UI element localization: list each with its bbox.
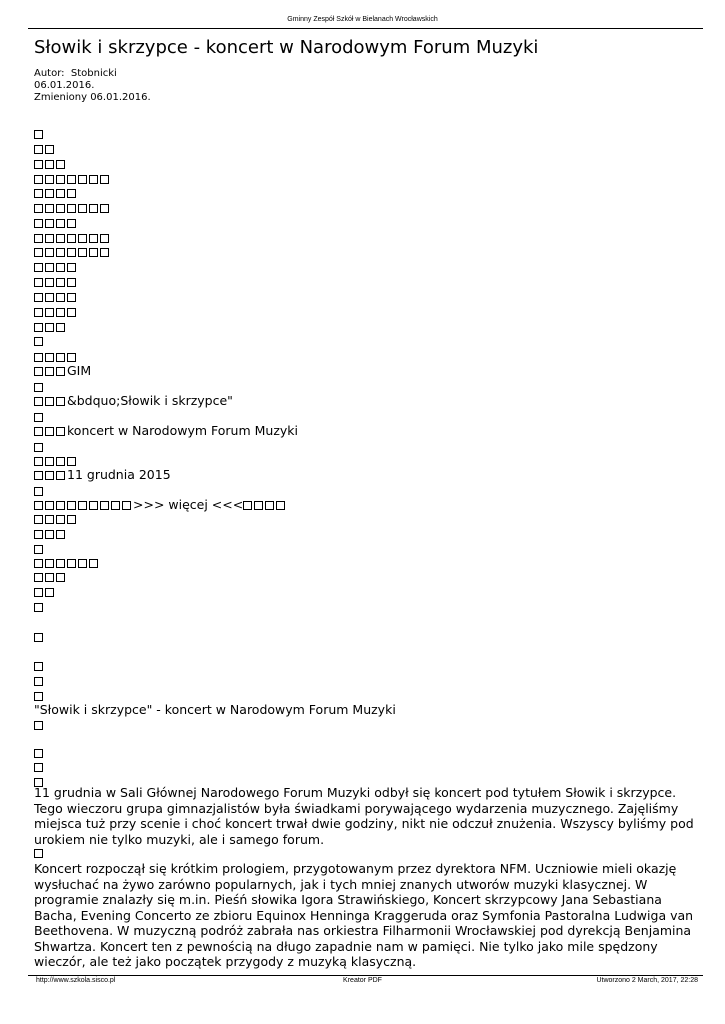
content-line [34,702,396,717]
missing-glyph-box [100,175,109,184]
content-line [34,333,45,348]
missing-glyph-box [89,234,98,243]
content-line [34,759,45,774]
missing-glyph-box [34,383,43,392]
content-line [34,555,100,570]
content-line [34,569,67,584]
content-line [34,319,67,334]
missing-glyph-box [34,487,43,496]
missing-glyph-box [67,353,76,362]
missing-glyph-box [34,293,43,302]
missing-glyph-box [67,278,76,287]
content-line [34,393,233,408]
missing-glyph-box [34,278,43,287]
missing-glyph-box [56,501,65,510]
missing-glyph-box [56,293,65,302]
missing-glyph-box [34,337,43,346]
content-line [34,171,111,186]
missing-glyph-box [45,457,54,466]
missing-glyph-box [34,248,43,257]
missing-glyph-box [34,160,43,169]
missing-glyph-box [56,457,65,466]
content-line [34,423,298,438]
missing-glyph-box [34,175,43,184]
missing-glyph-box [34,603,43,612]
published-date: 06.01.2016. [34,80,95,91]
missing-glyph-box [45,189,54,198]
author-line: Autor: Stobnicki [34,68,117,79]
missing-glyph-box [56,573,65,582]
missing-glyph-box [34,457,43,466]
missing-glyph-box [45,471,54,480]
content-line [34,409,45,424]
missing-glyph-box [34,677,43,686]
missing-glyph-box [34,443,43,452]
missing-glyph-box [34,515,43,524]
content-line [34,274,78,289]
missing-glyph-box [78,175,87,184]
modified-date: Zmieniony 06.01.2016. [34,92,151,103]
missing-glyph-box [67,501,76,510]
missing-glyph-box [45,367,54,376]
missing-glyph-box [45,204,54,213]
content-line [34,658,45,673]
paragraph-separator [34,845,45,860]
article-meta [34,68,151,104]
content-line [34,141,56,156]
missing-glyph-box [56,427,65,436]
missing-glyph-box [45,160,54,169]
missing-glyph-box [45,573,54,582]
missing-glyph-box [78,501,87,510]
missing-glyph-box [34,353,43,362]
missing-glyph-box [45,293,54,302]
content-line [34,200,111,215]
missing-glyph-box [34,749,43,758]
missing-glyph-box [56,263,65,272]
missing-glyph-box [56,175,65,184]
footer-created: Utworzono 2 March, 2017, 22:28 [596,977,698,984]
missing-glyph-box [45,353,54,362]
missing-glyph-box [45,323,54,332]
missing-glyph-box [265,501,274,510]
missing-glyph-box [34,849,43,858]
missing-glyph-box [45,175,54,184]
missing-glyph-box [34,471,43,480]
missing-glyph-box [56,234,65,243]
content-line [34,511,78,526]
missing-glyph-box [34,662,43,671]
paragraph-2: Koncert rozpoczął się krótkim prologiem, przygotowanym przez dyrektora NFM. Uczniowie mieli okazję wysłuchać na żywo zarówno popularnych, jak i tych mniej znanych utworów muzyki klasycznej. W programie znalazły się m.in. Pieśń słowika Igora Strawińskiego, Koncert skrzypcowy Jana Sebastiana Bacha, Evening Concerto ze zbioru Equinox Henninga Kraggeruda oraz Symfonia Pastoralna Ludwiga van Beethovena. W muzyczną podróż zabrała nas orkiestra Filharmonii Wrocławskiej pod dyrekcją Benjamina Shwartza. Koncert ten z pewnością na długo zapadnie nam w pamięci. Nie tylko jako mile spędzony wieczór, ale też jako początek przygody z muzyką klasyczną. [34,861,694,969]
content-line [34,156,67,171]
missing-glyph-box [56,530,65,539]
missing-glyph-box [56,397,65,406]
missing-glyph-box [78,248,87,257]
content-line [34,259,78,274]
content-line [34,541,45,556]
content-line [34,289,78,304]
missing-glyph-box [254,501,263,510]
content-line [34,717,45,732]
content-line [34,439,45,454]
content-line-text: "Słowik i skrzypce" - koncert w Narodowym Forum Muzyki [34,702,396,717]
content-line [34,688,45,703]
missing-glyph-box [45,515,54,524]
content-line-text: &bdquo;Słowik i skrzypce" [67,393,233,408]
missing-glyph-box [34,633,43,642]
footer-url: http://www.szkola.sisco.pl [36,977,116,984]
missing-glyph-box [56,471,65,480]
content-line [34,379,45,394]
content-line [34,526,67,541]
missing-glyph-box [56,278,65,287]
missing-glyph-box [111,501,120,510]
content-line [34,126,45,141]
missing-glyph-box [34,204,43,213]
missing-glyph-box [56,308,65,317]
missing-glyph-box [34,501,43,510]
missing-glyph-box [45,559,54,568]
content-line [34,745,45,760]
content-line [34,349,78,364]
missing-glyph-box [67,559,76,568]
missing-glyph-box [56,367,65,376]
missing-glyph-box [34,189,43,198]
missing-glyph-box [34,308,43,317]
missing-glyph-box [45,219,54,228]
missing-glyph-box [34,413,43,422]
missing-glyph-box [34,573,43,582]
missing-glyph-box [67,308,76,317]
missing-glyph-box [89,559,98,568]
content-line [34,467,171,482]
content-line [34,673,45,688]
content-line [34,244,111,259]
missing-glyph-box [78,234,87,243]
footer-generator: Kreator PDF [343,977,382,984]
page-header: Gminny Zespół Szkół w Bielanach Wrocławskich [287,16,438,23]
missing-glyph-box [34,588,43,597]
missing-glyph-box [56,515,65,524]
missing-glyph-box [45,263,54,272]
missing-glyph-box [34,234,43,243]
missing-glyph-box [45,308,54,317]
missing-glyph-box [67,263,76,272]
missing-glyph-box [67,234,76,243]
missing-glyph-box [67,248,76,257]
missing-glyph-box [34,692,43,701]
missing-glyph-box [56,160,65,169]
missing-glyph-box [243,501,252,510]
missing-glyph-box [56,248,65,257]
content-line-text: koncert w Narodowym Forum Muzyki [67,423,298,438]
missing-glyph-box [67,204,76,213]
missing-glyph-box [34,263,43,272]
content-line-text: 11 grudnia 2015 [67,467,171,482]
missing-glyph-box [45,530,54,539]
missing-glyph-box [34,397,43,406]
content-line-text: GIM [67,363,92,378]
missing-glyph-box [56,323,65,332]
missing-glyph-box [89,175,98,184]
missing-glyph-box [67,189,76,198]
paragraph-1: 11 grudnia w Sali Głównej Narodowego Forum Muzyki odbył się koncert pod tytułem Słowik i skrzypce. Tego wieczoru grupa gimnazjalistów była świadkami porywającego wydarzenia muzycznego. Zajęliśmy miejsca tuż przy scenie i choć koncert trwał dwie godziny, nikt nie odczuł znużenia. Wszyscy byliśmy pod urokiem nie tylko muzyki, ale i samego forum. [34,785,694,847]
content-line [34,629,45,644]
missing-glyph-box [34,130,43,139]
missing-glyph-box [45,397,54,406]
missing-glyph-box [34,145,43,154]
content-line [34,453,78,468]
content-line [34,304,78,319]
content-line [34,599,45,614]
missing-glyph-box [78,204,87,213]
missing-glyph-box [100,234,109,243]
missing-glyph-box [45,145,54,154]
missing-glyph-box [67,219,76,228]
missing-glyph-box [56,559,65,568]
missing-glyph-box [34,427,43,436]
content-line [34,483,45,498]
missing-glyph-box [34,721,43,730]
content-line [34,584,56,599]
missing-glyph-box [67,457,76,466]
missing-glyph-box [34,545,43,554]
missing-glyph-box [100,204,109,213]
missing-glyph-box [67,515,76,524]
missing-glyph-box [56,219,65,228]
missing-glyph-box [45,234,54,243]
missing-glyph-box [34,323,43,332]
missing-glyph-box [34,559,43,568]
missing-glyph-box [34,530,43,539]
missing-glyph-box [100,501,109,510]
missing-glyph-box [45,588,54,597]
missing-glyph-box [45,278,54,287]
content-line [34,185,78,200]
missing-glyph-box [56,189,65,198]
missing-glyph-box [34,219,43,228]
content-line-text: >>> więcej <<< [133,497,244,512]
content-line [34,363,91,378]
missing-glyph-box [276,501,285,510]
article-title: Słowik i skrzypce - koncert w Narodowym Forum Muzyki [34,37,539,58]
missing-glyph-box [89,204,98,213]
missing-glyph-box [34,367,43,376]
header-rule [28,28,703,29]
missing-glyph-box [45,248,54,257]
content-line [34,215,78,230]
missing-glyph-box [34,763,43,772]
missing-glyph-box [45,427,54,436]
missing-glyph-box [89,501,98,510]
missing-glyph-box [67,293,76,302]
missing-glyph-box [89,248,98,257]
missing-glyph-box [56,204,65,213]
missing-glyph-box [122,501,131,510]
content-line [34,497,287,512]
missing-glyph-box [45,501,54,510]
missing-glyph-box [67,175,76,184]
missing-glyph-box [100,248,109,257]
missing-glyph-box [78,559,87,568]
missing-glyph-box [56,353,65,362]
content-line [34,230,111,245]
